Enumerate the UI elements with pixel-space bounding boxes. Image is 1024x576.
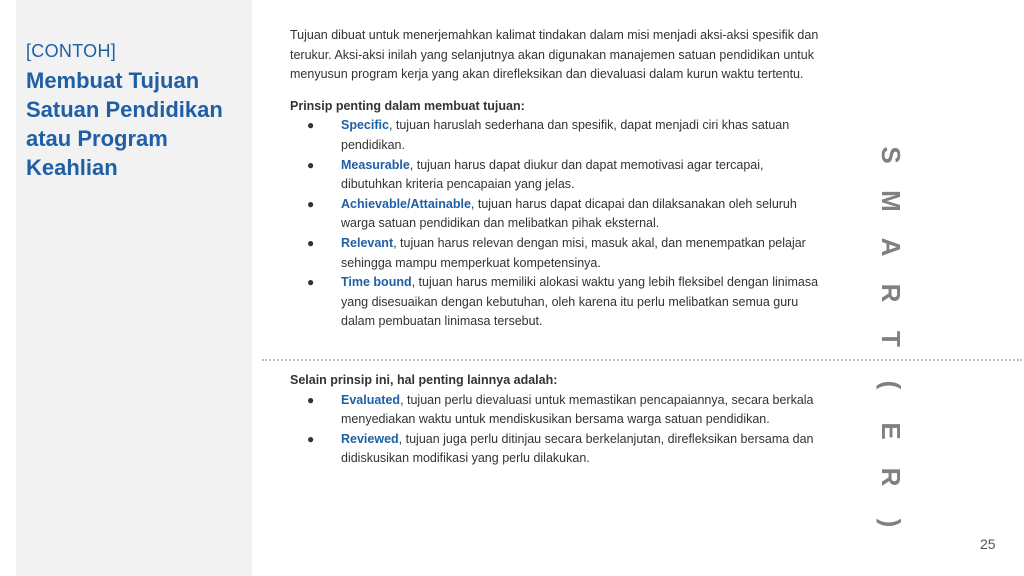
- term-relevant: Relevant: [341, 235, 394, 250]
- smart-letter: S: [876, 146, 906, 164]
- term-specific: Specific: [341, 118, 389, 133]
- term-description: , tujuan perlu dievaluasi untuk memastikan pencapaiannya, secara berkala menyediakan waktu untuk mendiskusikan bersama warga satuan pendidikan.: [341, 392, 814, 427]
- bullet-icon: ●: [307, 235, 315, 250]
- bullet-icon: ●: [307, 392, 315, 407]
- list-item: [290, 234, 830, 273]
- main-content: [290, 26, 830, 332]
- smart-letter: (: [876, 380, 906, 390]
- term-time-bound: Time bound: [341, 275, 412, 290]
- term-description: , tujuan harus memiliki alokasi waktu yang lebih fleksibel dengan linimasa yang disesuaikan dengan kebutuhan, oleh karena itu perlu melibatkan semua guru dalam pembuatan linimasa tersebut.: [341, 275, 819, 329]
- intro-paragraph: Tujuan dibuat untuk menerjemahkan kalimat tindakan dalam misi menjadi aksi-aksi spesifik dan terukur. Aksi-aksi inilah yang selanjutnya akan digunakan manajemen satuan pendidikan untuk menyusun program kerja yang akan direfleksikan dan dievaluasi dalam kurun waktu tertentu.: [290, 28, 819, 82]
- principles-heading: Prinsip penting dalam membuat tujuan:: [290, 98, 525, 113]
- page-title: Membuat Tujuan Satuan Pendidikan atau Program Keahlian: [26, 68, 223, 180]
- list-item: [290, 391, 830, 430]
- others-list: [290, 391, 830, 469]
- term-description: , tujuan juga perlu ditinjau secara berkelanjutan, direfleksikan bersama dan didiskusikan modifikasi yang perlu dilakukan.: [341, 431, 814, 466]
- term-description: , tujuan harus dapat diukur dan dapat memotivasi agar tercapai, dibutuhkan kriteria pencapaian yang jelas.: [341, 157, 764, 192]
- smart-er-vertical-text: [876, 132, 906, 546]
- smart-letter: ): [876, 518, 906, 528]
- page-number: 25: [980, 536, 996, 552]
- term-description: , tujuan harus dapat dicapai dan dilaksanakan oleh seluruh warga satuan pendidikan dan melibatkan pihak eksternal.: [341, 196, 797, 231]
- secondary-content: [290, 371, 830, 469]
- smart-letter: A: [876, 237, 906, 257]
- term-measurable: Measurable: [341, 157, 410, 172]
- smart-letter: T: [876, 331, 906, 347]
- term-evaluated: Evaluated: [341, 392, 401, 407]
- smart-letter: E: [876, 422, 906, 440]
- principles-list: [290, 116, 830, 332]
- list-item: [290, 116, 830, 155]
- smart-letter: M: [876, 190, 906, 212]
- bullet-icon: ●: [307, 157, 315, 172]
- term-description: , tujuan haruslah sederhana dan spesifik, dapat menjadi ciri khas satuan pendidikan.: [341, 118, 790, 152]
- dotted-divider: [262, 359, 1022, 361]
- term-achievable: Achievable/Attainable: [341, 196, 471, 211]
- list-item: [290, 273, 830, 332]
- bullet-icon: ●: [307, 431, 315, 446]
- list-item: [290, 156, 830, 195]
- bullet-icon: ●: [307, 196, 315, 211]
- list-item: [290, 195, 830, 234]
- bullet-icon: ●: [307, 275, 315, 290]
- list-item: [290, 430, 830, 469]
- bullet-icon: ●: [307, 118, 315, 133]
- term-description: , tujuan harus relevan dengan misi, masuk akal, dan menempatkan pelajar sehingga mampu memperkuat kompetensinya.: [341, 235, 806, 270]
- smart-letter: R: [876, 467, 906, 487]
- smart-letter: R: [876, 283, 906, 303]
- example-tag: [CONTOH]: [26, 41, 117, 61]
- term-reviewed: Reviewed: [341, 431, 399, 446]
- others-heading: Selain prinsip ini, hal penting lainnya adalah:: [290, 373, 558, 387]
